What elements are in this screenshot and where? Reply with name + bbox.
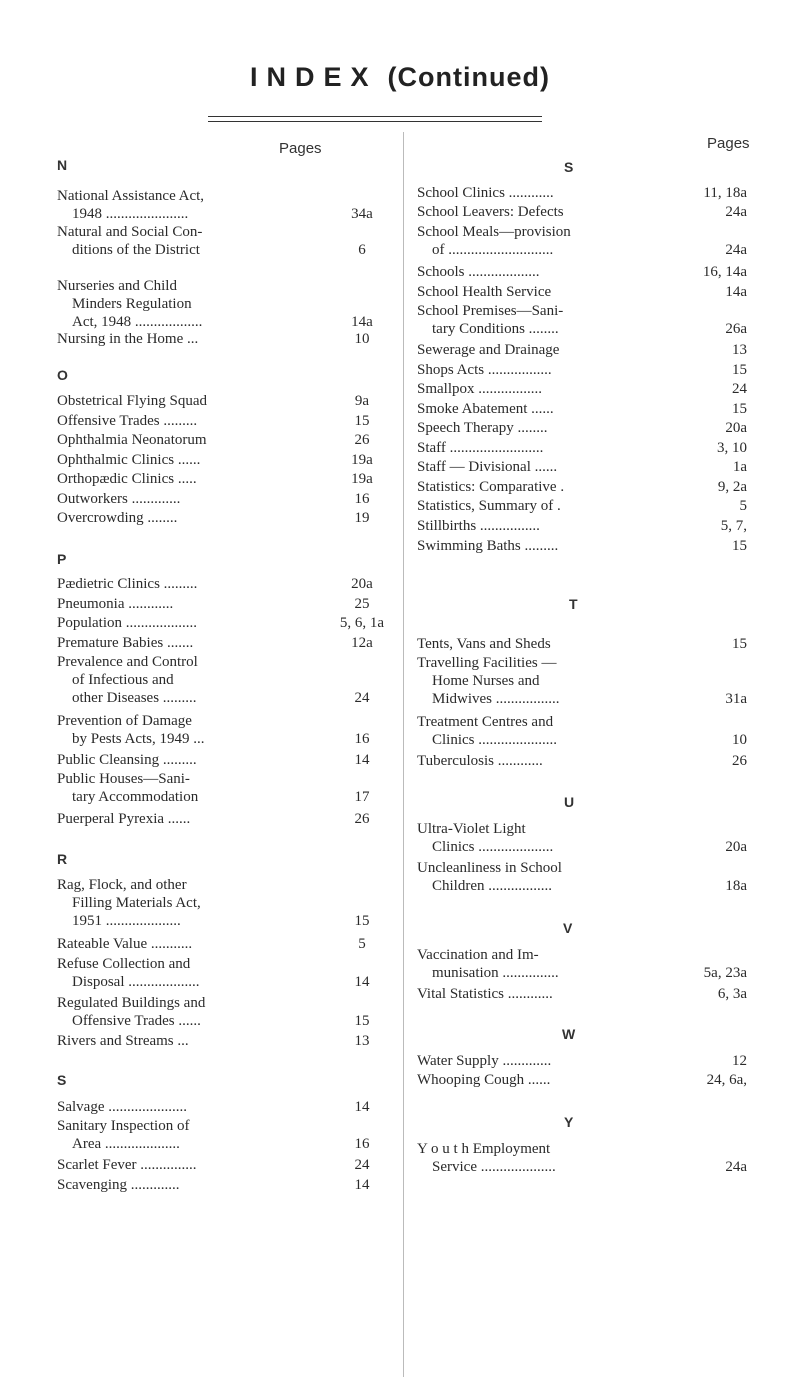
entry-text: [57, 1176, 179, 1194]
entry-text-line: Obstetrical Flying Squad: [57, 393, 207, 409]
index-entry: [417, 458, 747, 476]
entry-pages: 20a: [351, 576, 373, 592]
entry-pages: 31a: [725, 691, 747, 707]
entry-text-line: National Assistance Act,: [57, 188, 205, 204]
entry-pages: 5, 6, 1a: [339, 615, 385, 631]
entry-pages: 20a: [725, 420, 747, 436]
entry-pages: 12a: [351, 635, 373, 651]
entry-text: [417, 946, 559, 982]
entry-pages: 15: [354, 1013, 370, 1029]
entry-text-line: Natural and Social Con-: [57, 224, 203, 240]
index-entry: [417, 478, 747, 496]
entry-text-line: Statistics, Summary of .: [417, 498, 561, 514]
entry-pages: 14a: [351, 314, 373, 330]
index-entry: [57, 1032, 397, 1050]
entry-pages: 10: [354, 331, 370, 347]
title-rule-top: [208, 116, 542, 117]
entry-pages: 16: [354, 731, 370, 747]
section-letter-y: Y: [564, 1114, 574, 1130]
index-entry: [57, 509, 397, 527]
index-entry: [57, 1156, 397, 1174]
entry-pages: 6, 3a: [717, 986, 747, 1002]
entry-pages: 16, 14a: [702, 264, 747, 280]
entry-pages: 15: [732, 636, 747, 652]
entry-text-line: 1948 ......................: [72, 206, 189, 222]
page-title: [0, 62, 800, 93]
entry-pages: 34a: [351, 206, 373, 222]
entry-text: [417, 478, 564, 496]
entry-text: [417, 341, 559, 359]
index-entry: [417, 752, 747, 770]
entry-text-line: School Leavers: Defects: [417, 204, 564, 220]
entry-text-line: School Clinics ............: [417, 185, 554, 201]
index-entry: [417, 635, 747, 653]
entry-text: [57, 412, 197, 430]
entry-text-line: Pædietric Clinics .........: [57, 576, 198, 592]
index-entry: [57, 595, 397, 613]
entry-text-line: Sewerage and Drainage: [417, 342, 560, 358]
entry-text: [417, 1052, 551, 1070]
entry-text-line: Rivers and Streams ...: [57, 1033, 189, 1049]
entry-text-line: Public Cleansing .........: [57, 752, 197, 768]
entry-text-line: Orthopædic Clinics .....: [57, 471, 197, 487]
entry-text-line: Nursing in the Home ...: [57, 331, 199, 347]
entry-text: [57, 1032, 189, 1050]
index-entry: [417, 184, 747, 202]
pages-header-left: Pages: [279, 140, 322, 157]
index-entry: [57, 770, 397, 806]
entry-pages: 5: [358, 936, 366, 952]
entry-pages: 9, 2a: [717, 479, 747, 495]
entry-text-line: School Premises—Sani-: [417, 303, 564, 319]
entry-text: [57, 770, 198, 806]
entry-text: [57, 614, 197, 632]
entry-text: [417, 203, 564, 221]
entry-text-line: Population ...................: [57, 615, 198, 631]
entry-text: [417, 752, 543, 770]
entry-text-line: Public Houses—Sani-: [57, 771, 190, 787]
entry-text-line: Schools ...................: [417, 264, 540, 280]
entry-text: [417, 635, 551, 653]
title-index: INDEX: [250, 62, 378, 92]
entry-pages: 17: [354, 789, 370, 805]
index-entry: [417, 439, 747, 457]
index-entry: [57, 810, 397, 828]
entry-pages: 16: [354, 491, 370, 507]
section-letter-v: V: [563, 920, 573, 936]
entry-text-line: munisation ...............: [432, 965, 559, 981]
index-entry: [417, 497, 747, 515]
entry-text-line: Vital Statistics ............: [417, 986, 553, 1002]
entry-text: [417, 1140, 556, 1176]
index-entry: [57, 614, 397, 632]
entry-text-line: Premature Babies .......: [57, 635, 194, 651]
entry-text-line: Clinics ....................: [432, 839, 554, 855]
entry-text: [57, 712, 205, 748]
entry-text-line: Water Supply .............: [417, 1053, 552, 1069]
entry-text-line: of ............................: [432, 242, 554, 258]
entry-text: [417, 184, 554, 202]
index-entry: [57, 330, 397, 348]
entry-text-line: Tuberculosis ............: [417, 753, 543, 769]
entry-pages: 24: [354, 690, 370, 706]
entry-text: [57, 751, 197, 769]
entry-pages: 12: [732, 1053, 747, 1069]
entry-text: [57, 277, 202, 331]
entry-text-line: 1951 ....................: [72, 913, 181, 929]
entry-text-line: Ophthalmia Neonatorum: [57, 432, 207, 448]
entry-pages: 6: [358, 242, 366, 258]
entry-text-line: Tents, Vans and Sheds: [417, 636, 551, 652]
entry-text: [57, 470, 197, 488]
entry-text: [417, 713, 557, 749]
entry-text-line: Uncleanliness in School: [417, 860, 562, 876]
entry-pages: 14: [354, 752, 370, 768]
entry-pages: 11, 18a: [703, 185, 747, 201]
entry-pages: 5: [739, 498, 747, 514]
entry-text: [417, 439, 543, 457]
entry-pages: 20a: [725, 839, 747, 855]
entry-text: [417, 302, 563, 338]
entry-pages: 24a: [725, 204, 747, 220]
entry-text-line: of Infectious and: [72, 672, 174, 688]
entry-text-line: Shops Acts .................: [417, 362, 552, 378]
entry-text-line: Prevention of Damage: [57, 713, 192, 729]
entry-text-line: Swimming Baths .........: [417, 538, 559, 554]
index-entry: [57, 575, 397, 593]
entry-pages: 5, 7,: [720, 518, 747, 534]
section-letter-r: R: [57, 851, 68, 867]
entry-text: [417, 820, 553, 856]
entry-text: [57, 810, 190, 828]
index-entry: [57, 1176, 397, 1194]
entry-text-line: Minders Regulation: [72, 296, 192, 312]
entry-pages: 15: [732, 362, 747, 378]
entry-pages: 15: [732, 401, 747, 417]
section-letter-u: U: [564, 794, 575, 810]
entry-text: [417, 361, 552, 379]
entry-pages: 15: [732, 538, 747, 554]
entry-text: [417, 223, 571, 259]
entry-pages: 19a: [351, 452, 373, 468]
entry-text: [417, 400, 554, 418]
entry-text: [57, 994, 205, 1030]
entry-pages: 3, 10: [717, 440, 747, 456]
entry-text-line: Scarlet Fever ...............: [57, 1157, 197, 1173]
entry-pages: 26: [354, 811, 370, 827]
index-entry: [57, 1117, 397, 1153]
entry-pages: 24: [354, 1157, 370, 1173]
index-entry: [417, 380, 747, 398]
entry-text-line: Disposal ...................: [72, 974, 200, 990]
column-divider: [403, 132, 404, 1377]
entry-text-line: Rateable Value ...........: [57, 936, 193, 952]
entry-text-line: Salvage .....................: [57, 1099, 187, 1115]
entry-pages: 5a, 23a: [703, 965, 747, 981]
index-entry: [57, 451, 397, 469]
entry-pages: 26: [354, 432, 370, 448]
entry-text: [417, 517, 540, 535]
index-entry: [57, 935, 397, 953]
index-entry: [417, 223, 747, 259]
entry-pages: 19: [354, 510, 370, 526]
entry-pages: 19a: [351, 471, 373, 487]
index-entry: [417, 341, 747, 359]
entry-text: [57, 653, 198, 707]
entry-text-line: Children .................: [432, 878, 552, 894]
entry-text: [417, 985, 553, 1003]
entry-text-line: Pneumonia ............: [57, 596, 174, 612]
entry-pages: 15: [354, 413, 370, 429]
entry-text-line: Statistics: Comparative .: [417, 479, 565, 495]
section-letter-n: N: [57, 157, 68, 173]
entry-text-line: School Meals—provision: [417, 224, 571, 240]
entry-text-line: Clinics .....................: [432, 732, 558, 748]
entry-pages: 9a: [354, 393, 370, 409]
entry-text: [57, 634, 193, 652]
section-letter-s: S: [564, 159, 574, 175]
entry-pages: 24a: [725, 1159, 747, 1175]
index-entry: [57, 392, 397, 410]
entry-text-line: Refuse Collection and: [57, 956, 191, 972]
entry-pages: 24a: [725, 242, 747, 258]
index-entry: [57, 1098, 397, 1116]
entry-pages: 1a: [732, 459, 747, 475]
index-entry: [417, 302, 747, 338]
entry-text-line: by Pests Acts, 1949 ...: [72, 731, 205, 747]
entry-text-line: Filling Materials Act,: [72, 895, 201, 911]
index-entry: [417, 419, 747, 437]
index-entry: [417, 654, 747, 708]
entry-text-line: Vaccination and Im-: [417, 947, 539, 963]
entry-text-line: Whooping Cough ......: [417, 1072, 551, 1088]
entry-text-line: Ultra-Violet Light: [417, 821, 526, 837]
index-entry: [57, 712, 397, 748]
entry-text-line: ditions of the District: [72, 242, 200, 258]
entry-text: [417, 458, 557, 476]
section-letter-p: P: [57, 551, 67, 567]
entry-pages: 25: [354, 596, 370, 612]
section-letter-t: T: [569, 596, 578, 612]
entry-pages: 24: [732, 381, 747, 397]
entry-text-line: Puerperal Pyrexia ......: [57, 811, 191, 827]
entry-text: [417, 537, 558, 555]
title-continued: (Continued): [387, 62, 550, 92]
index-entry: [417, 946, 747, 982]
title-rule-bottom: [208, 121, 542, 122]
entry-text-line: Prevalence and Control: [57, 654, 198, 670]
index-entry: [57, 490, 397, 508]
index-entry: [417, 203, 747, 221]
index-entry: [57, 751, 397, 769]
index-entry: [57, 994, 397, 1030]
entry-text: [57, 509, 177, 527]
entry-text: [57, 1117, 189, 1153]
entry-text: [57, 876, 201, 930]
entry-text-line: Nurseries and Child: [57, 278, 177, 294]
index-entry: [57, 876, 397, 930]
entry-text-line: Sanitary Inspection of: [57, 1118, 190, 1134]
index-entry: [417, 537, 747, 555]
entry-text-line: Y o u t h Employment: [417, 1141, 551, 1157]
index-entry: [57, 187, 397, 223]
index-entry: [417, 1140, 747, 1176]
entry-text-line: Midwives .................: [432, 691, 560, 707]
index-entry: [417, 859, 747, 895]
entry-pages: 26: [732, 753, 747, 769]
entry-text-line: tary Conditions ........: [432, 321, 559, 337]
entry-text: [57, 935, 192, 953]
entry-text-line: Ophthalmic Clinics ......: [57, 452, 201, 468]
entry-text: [57, 187, 204, 223]
entry-text: [417, 419, 548, 437]
entry-text-line: Scavenging .............: [57, 1177, 180, 1193]
entry-pages: 14: [354, 974, 370, 990]
entry-text: [57, 1156, 197, 1174]
entry-text-line: Offensive Trades .........: [57, 413, 198, 429]
entry-text-line: Home Nurses and: [432, 673, 540, 689]
entry-text-line: other Diseases .........: [72, 690, 197, 706]
index-entry: [57, 412, 397, 430]
entry-text-line: Regulated Buildings and: [57, 995, 206, 1011]
index-entry: [417, 1071, 747, 1089]
entry-text-line: Treatment Centres and: [417, 714, 554, 730]
entry-text-line: Overcrowding ........: [57, 510, 178, 526]
entry-text-line: Travelling Facilities —: [417, 655, 557, 671]
index-entry: [417, 713, 747, 749]
section-letter-s: S: [57, 1072, 67, 1088]
entry-pages: 24, 6a,: [706, 1072, 747, 1088]
index-entry: [57, 653, 397, 707]
entry-pages: 14a: [725, 284, 747, 300]
entry-text: [57, 431, 207, 449]
entry-text: [57, 451, 200, 469]
entry-text: [57, 490, 180, 508]
entry-text-line: Staff .........................: [417, 440, 544, 456]
index-entry: [417, 283, 747, 301]
entry-pages: 14: [354, 1099, 370, 1115]
entry-text-line: Smallpox .................: [417, 381, 543, 397]
section-letter-o: O: [57, 367, 68, 383]
entry-pages: 16: [354, 1136, 370, 1152]
entry-text-line: tary Accommodation: [72, 789, 199, 805]
entry-pages: 15: [354, 913, 370, 929]
pages-header-right: Pages: [707, 135, 750, 152]
index-entry: [417, 1052, 747, 1070]
entry-text: [57, 595, 173, 613]
index-entry: [57, 277, 397, 331]
index-entry: [417, 361, 747, 379]
entry-pages: 14: [354, 1177, 370, 1193]
entry-text: [417, 283, 551, 301]
entry-text: [417, 1071, 550, 1089]
entry-text: [417, 859, 562, 895]
entry-text-line: Outworkers .............: [57, 491, 181, 507]
entry-text: [57, 575, 197, 593]
entry-text: [57, 330, 198, 348]
entry-text-line: Area ....................: [72, 1136, 180, 1152]
entry-pages: 26a: [725, 321, 747, 337]
index-entry: [57, 431, 397, 449]
entry-text-line: Speech Therapy ........: [417, 420, 548, 436]
entry-text-line: Smoke Abatement ......: [417, 401, 554, 417]
entry-text: [57, 392, 207, 410]
entry-text-line: Offensive Trades ......: [72, 1013, 201, 1029]
index-entry: [417, 820, 747, 856]
index-entry: [57, 470, 397, 488]
entry-pages: 10: [732, 732, 747, 748]
entry-text: [57, 223, 202, 259]
index-entry: [57, 955, 397, 991]
entry-pages: 18a: [725, 878, 747, 894]
entry-text-line: School Health Service: [417, 284, 552, 300]
entry-text: [417, 380, 542, 398]
entry-text: [417, 654, 560, 708]
index-entry: [417, 400, 747, 418]
index-entry: [417, 263, 747, 281]
entry-text: [417, 497, 561, 515]
index-entry: [417, 517, 747, 535]
entry-text: [57, 955, 200, 991]
entry-text-line: Act, 1948 ..................: [72, 314, 203, 330]
entry-text: [57, 1098, 187, 1116]
index-entry: [57, 634, 397, 652]
entry-text-line: Staff — Divisional ......: [417, 459, 558, 475]
entry-text-line: Service ....................: [432, 1159, 556, 1175]
entry-text-line: Stillbirths ................: [417, 518, 540, 534]
entry-text-line: Rag, Flock, and other: [57, 877, 187, 893]
index-entry: [417, 985, 747, 1003]
index-entry: [57, 223, 397, 259]
entry-pages: 13: [732, 342, 747, 358]
entry-text: [417, 263, 540, 281]
entry-pages: 13: [354, 1033, 370, 1049]
section-letter-w: W: [562, 1026, 576, 1042]
